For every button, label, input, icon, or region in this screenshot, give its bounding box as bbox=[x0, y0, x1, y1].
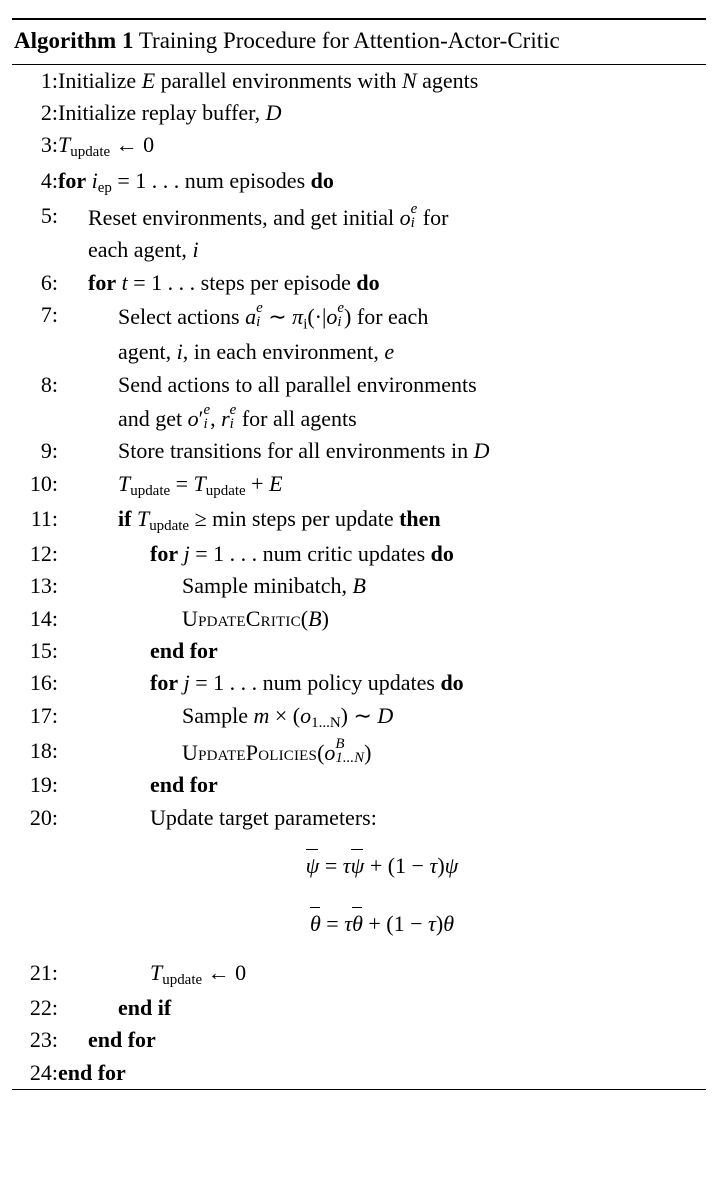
line-number: 21: bbox=[29, 959, 58, 985]
line-number: 3: bbox=[40, 132, 58, 158]
line-text-continuation: and get o′ e i , r e i for all agents bbox=[118, 401, 357, 433]
algorithm-line bbox=[12, 1057, 706, 1089]
line-text: Initialize replay buffer, D bbox=[58, 100, 282, 126]
algorithm-line bbox=[12, 435, 706, 467]
algorithm-line bbox=[12, 200, 706, 267]
line-text: for j = 1 . . . num critic updates do bbox=[150, 541, 454, 567]
algorithm-line bbox=[12, 603, 706, 635]
line-text: Send actions to all parallel environments bbox=[118, 371, 477, 397]
line-number: 18: bbox=[29, 737, 58, 763]
line-number: 16: bbox=[29, 670, 58, 696]
line-content bbox=[58, 1057, 706, 1089]
line-number: 2: bbox=[40, 100, 58, 126]
algorithm-line bbox=[12, 468, 706, 503]
line-number: 7: bbox=[40, 301, 58, 327]
line-content bbox=[58, 957, 706, 992]
line-number: 9: bbox=[40, 438, 58, 464]
algorithm-line bbox=[12, 369, 706, 436]
line-content bbox=[58, 700, 706, 735]
line-content bbox=[58, 886, 706, 956]
line-text: Sample $m \times (o_{1...N})$ ∼ D bbox=[182, 702, 394, 731]
line-text: Initialize E parallel environments with N agents bbox=[58, 67, 479, 93]
line-text: UpdatePolicies(o B 1...N ) bbox=[182, 735, 372, 767]
line-number: 8: bbox=[40, 371, 58, 397]
line-text: $T_{update}$ ← 0 bbox=[58, 132, 155, 161]
line-content bbox=[58, 129, 706, 164]
line-text: end for bbox=[88, 1027, 156, 1053]
line-number: 19: bbox=[29, 772, 58, 798]
line-content bbox=[58, 992, 706, 1024]
algorithm-title bbox=[12, 20, 706, 64]
line-number: 17: bbox=[29, 702, 58, 728]
line-text-continuation: agent, i, in each environment, e bbox=[118, 339, 395, 365]
line-number: 11: bbox=[30, 505, 58, 531]
line-text: Select actions a e i ∼ $\pi_i(\cdot|o$ e i ) for each bbox=[118, 299, 429, 333]
algorithm-line bbox=[12, 129, 706, 164]
line-text: Sample minibatch, B bbox=[182, 573, 366, 599]
line-content bbox=[58, 603, 706, 635]
line-content bbox=[58, 299, 706, 369]
algorithm-line bbox=[12, 667, 706, 699]
line-number: 5: bbox=[40, 202, 58, 228]
algorithm-line bbox=[12, 97, 706, 129]
line-text: Store transitions for all environments in D bbox=[118, 438, 490, 464]
line-number: 10: bbox=[29, 470, 58, 496]
line-number: 6: bbox=[40, 269, 58, 295]
line-text: end for bbox=[58, 1059, 126, 1085]
line-number: 20: bbox=[29, 804, 58, 830]
line-content bbox=[58, 1024, 706, 1056]
line-text: for t = 1 . . . steps per episode do bbox=[88, 269, 380, 295]
algorithm-line bbox=[12, 299, 706, 369]
line-content bbox=[58, 200, 706, 267]
algorithm-line bbox=[12, 267, 706, 299]
algorithm-block bbox=[0, 18, 718, 1090]
line-number: 4: bbox=[40, 167, 58, 193]
line-number: 1: bbox=[40, 67, 58, 93]
line-content bbox=[58, 802, 706, 834]
line-text: Update target parameters: bbox=[150, 804, 377, 830]
line-content bbox=[58, 468, 706, 503]
line-content bbox=[58, 769, 706, 801]
line-text: $T_{update} = T_{update} + E$ bbox=[118, 470, 283, 499]
algorithm-line bbox=[12, 802, 706, 834]
algorithm-line bbox=[12, 165, 706, 200]
line-number: 23: bbox=[29, 1027, 58, 1053]
algorithm-line bbox=[12, 769, 706, 801]
line-number bbox=[12, 834, 58, 886]
line-text-continuation: each agent, i bbox=[88, 237, 199, 263]
algorithm-line bbox=[12, 735, 706, 770]
algorithm-line bbox=[12, 635, 706, 667]
line-text: for $i_{ep} = 1$ . . . num episodes do bbox=[58, 167, 334, 196]
display-equation: θ = τθ + (1 − τ)θ bbox=[58, 886, 706, 956]
line-content bbox=[58, 735, 706, 770]
display-equation: ψ = τψ + (1 − τ)ψ bbox=[58, 834, 706, 886]
line-content bbox=[58, 635, 706, 667]
line-content bbox=[58, 165, 706, 200]
line-text: end for bbox=[150, 638, 218, 664]
line-text: end for bbox=[150, 772, 218, 798]
algorithm-line bbox=[12, 886, 706, 956]
algorithm-line bbox=[12, 700, 706, 735]
line-content bbox=[58, 97, 706, 129]
line-content bbox=[58, 538, 706, 570]
line-number: 24: bbox=[29, 1059, 58, 1085]
algorithm-line bbox=[12, 992, 706, 1024]
line-number: 22: bbox=[29, 994, 58, 1020]
algorithm-lines bbox=[12, 65, 706, 1089]
algorithm-label: Algorithm 1 bbox=[14, 28, 134, 53]
bottom-rule bbox=[12, 1089, 706, 1090]
line-content bbox=[58, 570, 706, 602]
line-content bbox=[58, 369, 706, 436]
line-number: 13: bbox=[29, 573, 58, 599]
line-content bbox=[58, 435, 706, 467]
line-text: if $T_{update} \ge \min$ steps per update then bbox=[118, 505, 441, 535]
line-content bbox=[58, 267, 706, 299]
line-text: Reset environments, and get initial o e i for bbox=[88, 200, 449, 231]
line-number: 15: bbox=[29, 638, 58, 664]
algorithm-line bbox=[12, 834, 706, 886]
algorithm-line bbox=[12, 570, 706, 602]
line-content bbox=[58, 65, 706, 97]
algorithm-line bbox=[12, 957, 706, 992]
algorithm-title-text: Training Procedure for Attention-Actor-Critic bbox=[138, 28, 560, 53]
line-text: $T_{update}$ ← 0 bbox=[150, 959, 247, 988]
line-number bbox=[12, 886, 58, 956]
line-text: UpdateCritic(B) bbox=[182, 605, 329, 631]
line-content bbox=[58, 667, 706, 699]
algorithm-line bbox=[12, 1024, 706, 1056]
line-content bbox=[58, 834, 706, 886]
algorithm-line bbox=[12, 538, 706, 570]
line-text: end if bbox=[118, 994, 172, 1020]
algorithm-line bbox=[12, 65, 706, 97]
line-text: for j = 1 . . . num policy updates do bbox=[150, 670, 464, 696]
line-number: 14: bbox=[29, 605, 58, 631]
line-number: 12: bbox=[29, 541, 58, 567]
algorithm-line bbox=[12, 503, 706, 538]
line-content bbox=[58, 503, 706, 538]
